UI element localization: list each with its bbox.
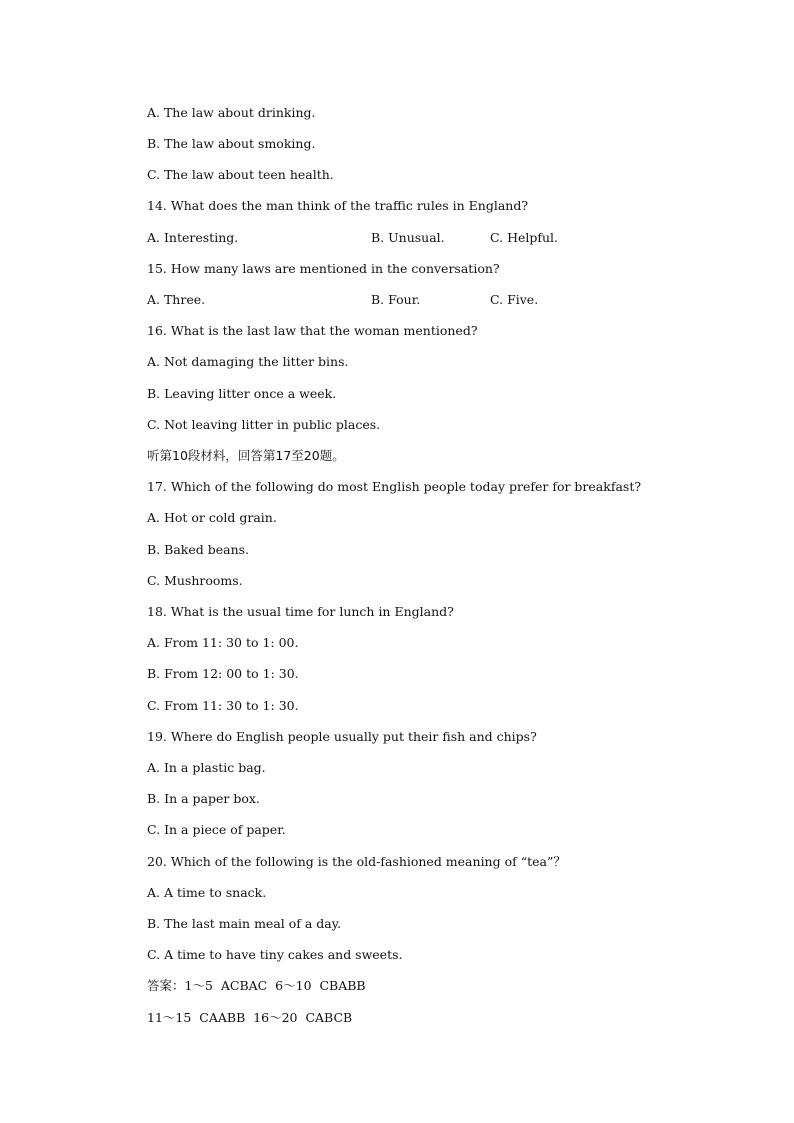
question-20: 20. Which of the following is the old-fashioned meaning of “tea”？ xyxy=(147,854,566,869)
option-19b: B. In a paper box. xyxy=(147,791,260,806)
answer-key-line-1: 答案：1～5 ACBAC 6～10 CBABB xyxy=(147,978,366,993)
section-instruction: 听第10段材料，回答第17至20题。 xyxy=(147,448,345,463)
question-19: 19. Where do English people usually put their fish and chips? xyxy=(147,729,537,744)
option-18b: B. From 12: 00 to 1: 30. xyxy=(147,666,299,681)
question-17: 17. Which of the following do most English people today prefer for breakfast? xyxy=(147,479,642,494)
option-15b: B. Four. xyxy=(371,292,421,307)
option-15c: C. Five. xyxy=(490,292,539,307)
option-16c: C. Not leaving litter in public places. xyxy=(147,417,381,432)
option-15a: A. Three. xyxy=(147,292,206,307)
option-14c: C. Helpful. xyxy=(490,230,559,245)
option-17a: A. Hot or cold grain. xyxy=(147,510,277,525)
option-18c: C. From 11: 30 to 1: 30. xyxy=(147,698,299,713)
answer-key-line-2: 11～15 CAABB 16～20 CABCB xyxy=(147,1010,353,1025)
option-20a: A. A time to snack. xyxy=(147,885,267,900)
option-14a: A. Interesting. xyxy=(147,230,239,245)
option-17b: B. Baked beans. xyxy=(147,542,250,557)
option-17c: C. Mushrooms. xyxy=(147,573,243,588)
question-18: 18. What is the usual time for lunch in England? xyxy=(147,604,454,619)
question-15: 15. How many laws are mentioned in the conversation? xyxy=(147,261,500,276)
option-16b: B. Leaving litter once a week. xyxy=(147,386,337,401)
option-13c: C. The law about teen health. xyxy=(147,167,334,182)
option-13a: A. The law about drinking. xyxy=(147,105,316,120)
option-20c: C. A time to have tiny cakes and sweets. xyxy=(147,947,403,962)
option-13b: B. The law about smoking. xyxy=(147,136,316,151)
option-18a: A. From 11: 30 to 1: 00. xyxy=(147,635,299,650)
option-19a: A. In a plastic bag. xyxy=(147,760,266,775)
question-16: 16. What is the last law that the woman mentioned? xyxy=(147,323,478,338)
option-19c: C. In a piece of paper. xyxy=(147,822,286,837)
option-20b: B. The last main meal of a day. xyxy=(147,916,342,931)
question-14: 14. What does the man think of the traffic rules in England? xyxy=(147,198,529,213)
option-14b: B. Unusual. xyxy=(371,230,445,245)
option-16a: A. Not damaging the litter bins. xyxy=(147,354,349,369)
